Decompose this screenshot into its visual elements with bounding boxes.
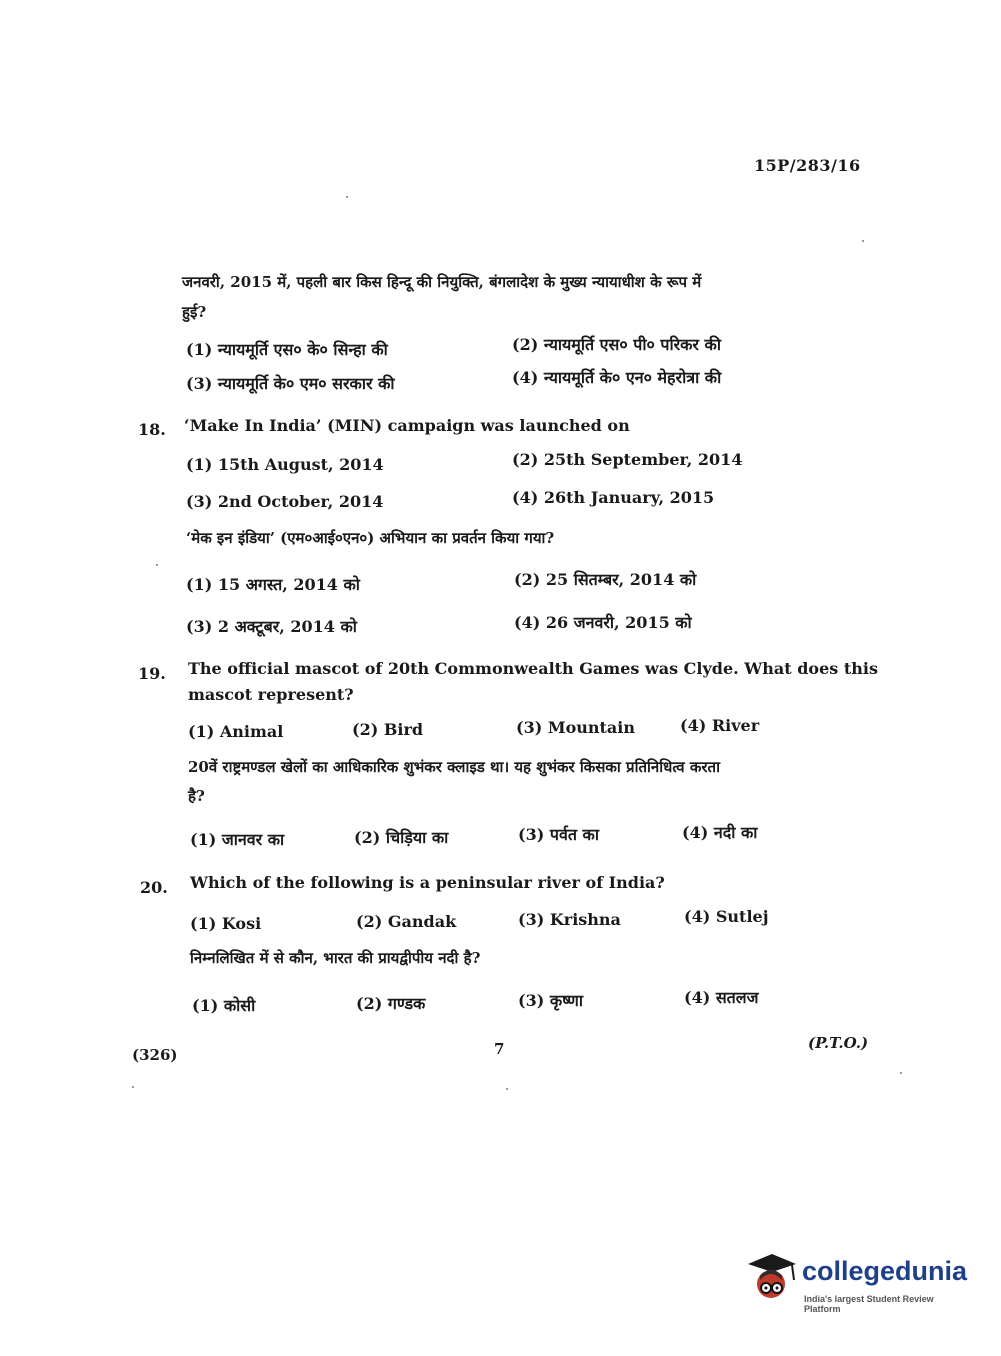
q17-hindi-line1: जनवरी, 2015 में, पहली बार किस हिन्दू की नियुक्ति, बंगलादेश के मुख्य न्यायाधीश के रूप में	[182, 273, 702, 291]
scan-speck	[900, 1072, 902, 1074]
q18-hindi-option-1	[186, 573, 360, 595]
option-text: River	[711, 716, 760, 735]
q19-option-2	[352, 720, 423, 739]
option-text: चिड़िया का	[385, 828, 449, 847]
q20-question: Which of the following is a peninsular river of India?	[190, 873, 665, 892]
option-number: (2)	[512, 450, 539, 469]
option-text: न्यायमूर्ति के० एम० सरकार की	[217, 374, 395, 393]
option-number: (1)	[186, 455, 213, 474]
collegedunia-logo	[742, 1250, 972, 1314]
option-text: 15th August, 2014	[217, 455, 384, 474]
option-number: (2)	[356, 994, 383, 1013]
q20-option-1	[190, 914, 261, 933]
option-number: (2)	[356, 912, 383, 931]
option-number: (4)	[512, 488, 539, 507]
scan-speck	[156, 564, 158, 566]
option-number: (4)	[512, 368, 539, 387]
pto-label: (P.T.O.)	[808, 1034, 869, 1052]
q18-option-4	[512, 488, 714, 507]
q19-hindi-option-4	[682, 821, 757, 843]
option-text: Bird	[383, 720, 424, 739]
option-text: 25 सितम्बर, 2014 को	[545, 570, 697, 589]
option-text: पर्वत का	[549, 825, 599, 844]
option-text: न्यायमूर्ति के० एन० मेहरोत्रा की	[543, 368, 722, 387]
q18-hindi-option-2	[514, 568, 696, 590]
option-number: (1)	[188, 722, 215, 741]
logo-tagline: India's largest Student Review Platform	[804, 1294, 934, 1314]
q17-option-2	[512, 333, 721, 355]
option-text: Krishna	[549, 910, 621, 929]
option-text: 26th January, 2015	[543, 488, 715, 507]
q20-option-2	[356, 912, 456, 931]
q18-option-1	[186, 455, 384, 474]
q18-number: 18.	[138, 420, 166, 439]
scan-speck	[132, 1086, 134, 1088]
q20-hindi-option-4	[684, 986, 759, 1008]
q19-hindi-option-1	[190, 828, 284, 850]
q19-hindi-option-2	[354, 826, 448, 848]
paper-code: 15P/283/16	[754, 156, 861, 175]
scan-speck	[862, 240, 864, 242]
q17-option-4	[512, 366, 721, 388]
q19-hindi-option-3	[518, 823, 599, 845]
option-number: (2)	[512, 335, 539, 354]
option-text: 25th September, 2014	[543, 450, 743, 469]
q20-hindi-option-3	[518, 989, 583, 1011]
option-number: (3)	[518, 910, 545, 929]
option-number: (3)	[518, 825, 545, 844]
q19-option-1	[188, 722, 283, 741]
option-text: जानवर का	[221, 830, 285, 849]
option-text: 2 अक्टूबर, 2014 को	[217, 617, 357, 636]
option-number: (1)	[190, 914, 217, 933]
option-text: Animal	[219, 722, 284, 741]
option-number: (3)	[186, 492, 213, 511]
mascot-icon	[742, 1250, 800, 1308]
option-text: Mountain	[547, 718, 635, 737]
footer-code: (326)	[132, 1046, 178, 1064]
page-number: 7	[494, 1040, 505, 1058]
q19-option-4	[680, 716, 759, 735]
option-text: 26 जनवरी, 2015 को	[545, 613, 692, 632]
q20-option-3	[518, 910, 621, 929]
option-number: (3)	[518, 991, 545, 1010]
option-number: (2)	[352, 720, 379, 739]
q19-hindi-line2: है?	[188, 787, 205, 805]
option-number: (2)	[354, 828, 381, 847]
option-text: Sutlej	[715, 907, 769, 926]
option-number: (1)	[192, 996, 219, 1015]
option-text: न्यायमूर्ति एस० के० सिन्हा की	[217, 340, 388, 359]
q18-hindi-question: ‘मेक इन इंडिया’ (एम०आई०एन०) अभियान का प्रवर्तन किया गया?	[186, 529, 555, 547]
option-number: (4)	[680, 716, 707, 735]
q20-hindi-option-1	[192, 994, 255, 1016]
q19-question-line2: mascot represent?	[188, 685, 354, 704]
q17-option-1	[186, 338, 388, 360]
q19-number: 19.	[138, 664, 166, 683]
option-number: (3)	[186, 374, 213, 393]
option-text: 15 अगस्त, 2014 को	[217, 575, 360, 594]
q18-hindi-option-4	[514, 611, 692, 633]
option-number: (1)	[190, 830, 217, 849]
option-text: न्यायमूर्ति एस० पी० परिकर की	[543, 335, 721, 354]
q18-option-3	[186, 492, 383, 511]
option-number: (1)	[186, 575, 213, 594]
q18-question: ‘Make In India’ (MIN) campaign was launched on	[184, 416, 630, 435]
option-number: (3)	[186, 617, 213, 636]
option-number: (4)	[684, 988, 711, 1007]
q19-option-3	[516, 718, 635, 737]
option-number: (4)	[514, 613, 541, 632]
option-number: (1)	[186, 340, 213, 359]
q18-hindi-option-3	[186, 615, 357, 637]
option-number: (4)	[682, 823, 709, 842]
option-text: Gandak	[387, 912, 457, 931]
q20-hindi-question: निम्नलिखित में से कौन, भारत की प्रायद्वीपीय नदी है?	[190, 949, 481, 967]
option-text: 2nd October, 2014	[217, 492, 384, 511]
q20-number: 20.	[140, 878, 168, 897]
scan-speck	[346, 196, 348, 198]
scan-speck	[506, 1088, 508, 1090]
option-text: गण्डक	[387, 994, 426, 1013]
option-number: (3)	[516, 718, 543, 737]
option-number: (2)	[514, 570, 541, 589]
q17-hindi-line2: हुई?	[182, 303, 207, 321]
option-text: सतलज	[715, 988, 759, 1007]
option-text: कृष्णा	[549, 991, 584, 1010]
q20-hindi-option-2	[356, 992, 425, 1014]
q20-option-4	[684, 907, 768, 926]
option-text: Kosi	[221, 914, 262, 933]
option-text: कोसी	[223, 996, 256, 1015]
q19-hindi-line1: 20वें राष्ट्रमण्डल खेलों का आधिकारिक शुभंकर क्लाइड था। यह शुभंकर किसका प्रतिनिधित्व करता	[188, 758, 720, 776]
option-text: नदी का	[713, 823, 758, 842]
option-number: (4)	[684, 907, 711, 926]
logo-wordmark: collegedunia	[802, 1256, 968, 1286]
q19-question-line1: The official mascot of 20th Commonwealth Games was Clyde. What does this	[188, 659, 878, 678]
q18-option-2	[512, 450, 742, 469]
q17-option-3	[186, 372, 395, 394]
